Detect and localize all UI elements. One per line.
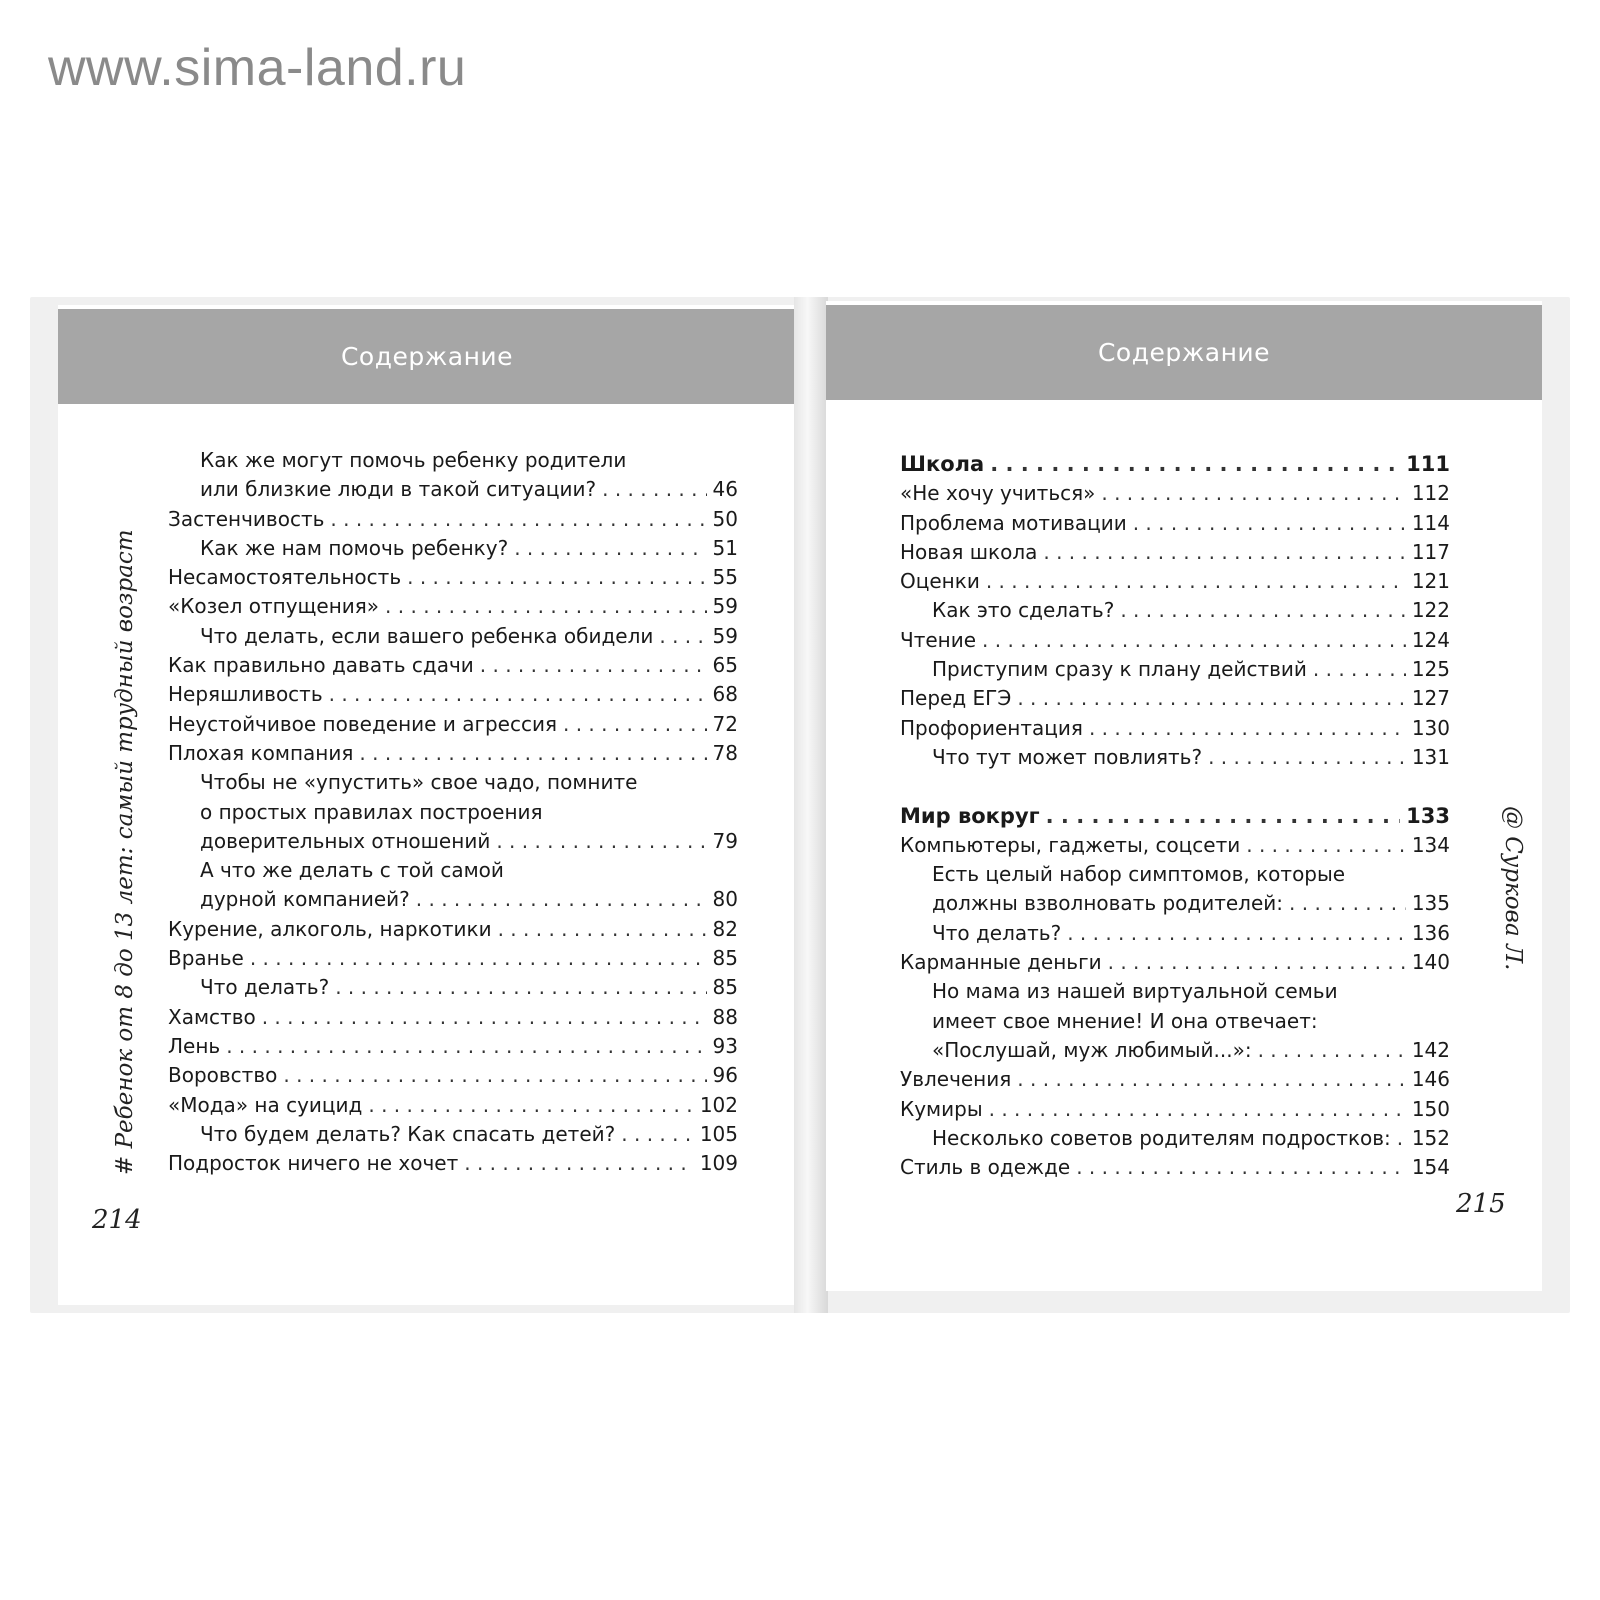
toc-page-number: 50 — [712, 506, 738, 531]
toc-dot-leader — [359, 739, 706, 768]
toc-page-number: 85 — [712, 946, 738, 971]
toc-dot-leader — [1089, 714, 1406, 743]
toc-entry-title: должны взволновать родителей: — [932, 891, 1284, 916]
toc-entry — [900, 1095, 1450, 1124]
toc-entry-title: Подросток ничего не хочет — [168, 1151, 459, 1176]
toc-entry — [900, 1065, 1450, 1094]
toc-entry-title: Как это сделать? — [932, 598, 1115, 623]
toc-entry — [168, 563, 738, 592]
toc-entry — [900, 1153, 1450, 1182]
left-page-number: 214 — [92, 1205, 142, 1235]
toc-entry — [168, 798, 738, 827]
left-running-title: # Ребенок от 8 до 13 лет: самый трудный возраст — [112, 529, 138, 1175]
toc-entry-title: Несамостоятельность — [168, 565, 402, 590]
toc-entry — [168, 622, 738, 651]
toc-page-number: 131 — [1411, 744, 1450, 769]
toc-entry — [168, 1091, 738, 1120]
toc-page-number: 140 — [1411, 950, 1450, 975]
toc-entry-title: Что будем делать? Как спасать детей? — [200, 1121, 616, 1146]
toc-dot-leader — [1108, 948, 1406, 977]
toc-entry-title: Есть целый набор симптомов, которые — [932, 862, 1346, 887]
toc-entry — [168, 739, 738, 768]
toc-entry — [168, 973, 738, 1002]
toc-entry — [168, 505, 738, 534]
toc-entry — [900, 1007, 1450, 1036]
toc-page-number: 122 — [1411, 598, 1450, 623]
toc-entry — [900, 889, 1450, 918]
toc-dot-leader — [1208, 743, 1406, 772]
toc-page-number: 117 — [1411, 539, 1450, 564]
toc-page-number: 125 — [1411, 657, 1450, 682]
toc-entry-title: «Послушай, муж любимый...»: — [932, 1037, 1252, 1062]
toc-page-number: 112 — [1411, 481, 1450, 506]
toc-entry-title: А что же делать с той самой — [200, 858, 504, 883]
toc-entry — [900, 977, 1450, 1006]
toc-entry-title: Приступим сразу к плану действий — [932, 657, 1307, 682]
right-running-author: @ Суркова Л. — [1500, 806, 1526, 971]
toc-entry-title: Несколько советов родителям подростков: — [932, 1125, 1391, 1150]
toc-dot-leader — [496, 827, 706, 856]
toc-page-number: 80 — [712, 887, 738, 912]
toc-entry-title: Чтобы не «упустить» свое чадо, помните — [200, 770, 638, 795]
toc-dot-leader — [659, 622, 706, 651]
toc-entry-title: Как же могут помочь ребенку родители — [200, 448, 627, 472]
toc-dot-leader — [1246, 831, 1406, 860]
toc-page-number: 135 — [1411, 891, 1450, 916]
toc-dot-leader — [1397, 1124, 1406, 1153]
toc-page-number: 121 — [1411, 569, 1450, 594]
toc-page-number: 124 — [1411, 627, 1450, 652]
left-page — [58, 305, 796, 1305]
toc-entry — [168, 827, 738, 856]
toc-page-number: 146 — [1411, 1067, 1450, 1092]
toc-entry — [168, 915, 738, 944]
toc-entry — [900, 743, 1450, 772]
toc-dot-leader — [1120, 596, 1405, 625]
toc-dot-leader — [1101, 479, 1405, 508]
toc-dot-leader — [262, 1003, 707, 1032]
toc-page-number: 133 — [1406, 803, 1450, 828]
toc-entry-title: Что делать? — [200, 975, 330, 1000]
toc-entry-title: «Козел отпущения» — [168, 594, 380, 619]
toc-entry-title: Карманные деньги — [900, 950, 1102, 975]
toc-entry-title: Как же нам помочь ребенку? — [200, 535, 509, 560]
toc-entry — [168, 856, 738, 885]
toc-entry — [168, 592, 738, 621]
toc-dot-leader — [498, 915, 707, 944]
toc-entry-title: о простых правилах построения — [200, 799, 543, 824]
toc-entry-title: Как правильно давать сдачи — [168, 653, 474, 678]
toc-dot-leader — [1043, 538, 1405, 567]
toc-entry — [168, 680, 738, 709]
book-spine — [794, 297, 828, 1313]
toc-entry-title: Но мама из нашей виртуальной семьи — [932, 979, 1338, 1004]
toc-entry — [900, 596, 1450, 625]
toc-dot-leader — [329, 680, 707, 709]
toc-entry-title: Мир вокруг — [900, 803, 1040, 828]
toc-entry — [900, 1124, 1450, 1153]
toc-entry-title: «Мода» на суицид — [168, 1092, 363, 1117]
toc-page-number: 96 — [712, 1063, 738, 1088]
toc-entry-title: доверительных отношений — [200, 828, 491, 853]
toc-page-number: 88 — [712, 1004, 738, 1029]
toc-dot-leader — [250, 944, 707, 973]
toc-entry-title: Застенчивость — [168, 506, 325, 531]
toc-page-number: 78 — [712, 740, 738, 765]
toc-entry — [168, 1120, 738, 1149]
toc-page-number: 114 — [1411, 510, 1450, 535]
toc-dot-leader — [1289, 889, 1406, 918]
toc-entry — [168, 710, 738, 739]
toc-entry — [900, 772, 1450, 801]
toc-entry — [168, 1003, 738, 1032]
toc-page-number: 127 — [1411, 686, 1450, 711]
toc-dot-leader — [283, 1061, 706, 1090]
toc-entry — [900, 714, 1450, 743]
toc-page-number: 59 — [712, 594, 738, 619]
toc-dot-leader — [480, 651, 707, 680]
toc-entry — [168, 475, 738, 504]
toc-dot-leader — [330, 505, 706, 534]
left-toc — [168, 446, 738, 1178]
toc-entry — [168, 885, 738, 914]
toc-entry-title: Плохая компания — [168, 740, 354, 765]
toc-dot-leader — [335, 973, 706, 1002]
toc-page-number: 68 — [712, 682, 738, 707]
toc-page-number: 136 — [1411, 920, 1450, 945]
toc-page-number: 65 — [712, 653, 738, 678]
toc-dot-leader — [1046, 802, 1401, 831]
toc-dot-leader — [982, 626, 1406, 655]
toc-dot-leader — [1017, 1065, 1406, 1094]
toc-page-number: 46 — [712, 477, 738, 502]
toc-entry — [900, 509, 1450, 538]
toc-entry-title: Школа — [900, 452, 985, 476]
toc-page-number: 111 — [1406, 452, 1450, 476]
toc-entry — [168, 768, 738, 797]
toc-chapter — [900, 802, 1450, 831]
toc-page-number: 130 — [1411, 715, 1450, 740]
toc-page-number: 105 — [699, 1121, 738, 1146]
toc-dot-leader — [514, 534, 706, 563]
toc-dot-leader — [602, 475, 706, 504]
toc-page-number: 102 — [699, 1092, 738, 1117]
toc-dot-leader — [989, 1095, 1406, 1124]
toc-page-number: 79 — [712, 828, 738, 853]
toc-entry-title: Проблема мотивации — [900, 510, 1127, 535]
toc-entry-title: Стиль в одежде — [900, 1155, 1071, 1180]
toc-entry — [900, 655, 1450, 684]
toc-entry — [168, 1149, 738, 1178]
toc-entry-title: Профориентация — [900, 715, 1083, 740]
toc-dot-leader — [1067, 919, 1406, 948]
toc-entry — [900, 948, 1450, 977]
toc-entry — [900, 538, 1450, 567]
toc-entry-title: Неустойчивое поведение и агрессия — [168, 711, 557, 736]
toc-page-number: 152 — [1411, 1125, 1450, 1150]
toc-dot-leader — [1313, 655, 1406, 684]
toc-entry — [168, 1061, 738, 1090]
toc-entry-title: Что делать? — [932, 920, 1062, 945]
toc-page-number: 59 — [712, 623, 738, 648]
right-toc — [900, 450, 1450, 1182]
toc-entry-title: Воровство — [168, 1063, 278, 1088]
toc-entry-title: Новая школа — [900, 539, 1038, 564]
toc-entry-title: Компьютеры, гаджеты, соцсети — [900, 832, 1241, 857]
toc-dot-leader — [621, 1120, 694, 1149]
toc-entry — [900, 567, 1450, 596]
toc-entry-title: Курение, алкоголь, наркотики — [168, 916, 492, 941]
toc-entry — [168, 651, 738, 680]
toc-entry-title: Лень — [168, 1033, 221, 1058]
toc-entry-title: Что тут может повлиять? — [932, 744, 1203, 769]
toc-entry-title: Кумиры — [900, 1096, 983, 1121]
toc-page-number: 142 — [1411, 1037, 1450, 1062]
toc-entry-title: Хамство — [168, 1004, 256, 1029]
toc-page-number: 93 — [712, 1033, 738, 1058]
toc-entry — [900, 919, 1450, 948]
toc-page-number: 72 — [712, 711, 738, 736]
toc-page-number: 51 — [712, 535, 738, 560]
toc-dot-leader — [1076, 1153, 1406, 1182]
toc-entry-title: Что делать, если вашего ребенка обидели — [200, 623, 654, 648]
open-book — [30, 297, 1570, 1313]
toc-dot-leader — [416, 885, 707, 914]
toc-entry — [900, 831, 1450, 860]
toc-page-number: 154 — [1411, 1155, 1450, 1180]
toc-dot-leader — [563, 710, 707, 739]
toc-dot-leader — [464, 1149, 694, 1178]
toc-entry-title: Неряшливость — [168, 682, 323, 707]
toc-entry — [168, 446, 738, 475]
toc-entry-title: Оценки — [900, 569, 980, 594]
toc-entry — [900, 860, 1450, 889]
right-page — [826, 301, 1542, 1291]
toc-page-number: 82 — [712, 916, 738, 941]
toc-dot-leader — [226, 1032, 706, 1061]
toc-dot-leader — [1017, 684, 1405, 713]
toc-entry — [900, 1036, 1450, 1065]
toc-page-number: 134 — [1411, 832, 1450, 857]
toc-chapter — [900, 450, 1450, 479]
toc-dot-leader — [986, 567, 1406, 596]
toc-dot-leader — [385, 592, 707, 621]
toc-entry-title: или близкие люди в такой ситуации? — [200, 477, 597, 502]
toc-entry-title: Перед ЕГЭ — [900, 686, 1012, 711]
toc-entry-title: дурной компанией? — [200, 887, 410, 912]
toc-entry — [900, 684, 1450, 713]
toc-dot-leader — [368, 1091, 693, 1120]
right-page-number: 215 — [1456, 1189, 1506, 1219]
toc-dot-leader — [990, 450, 1400, 479]
toc-dot-leader — [1258, 1036, 1406, 1065]
toc-entry-title: имеет свое мнение! И она отвечает: — [932, 1008, 1318, 1033]
toc-entry — [900, 479, 1450, 508]
toc-entry-title: Чтение — [900, 627, 977, 652]
toc-dot-leader — [407, 563, 706, 592]
toc-entry — [900, 626, 1450, 655]
toc-entry — [168, 1032, 738, 1061]
left-page-header: Содержание — [58, 309, 796, 404]
toc-page-number: 85 — [712, 975, 738, 1000]
toc-page-number: 150 — [1411, 1096, 1450, 1121]
toc-entry-title: «Не хочу учиться» — [900, 481, 1096, 506]
watermark: www.sima-land.ru — [48, 39, 467, 97]
toc-page-number: 55 — [712, 565, 738, 590]
toc-entry-title: Увлечения — [900, 1067, 1012, 1092]
right-page-header: Содержание — [826, 305, 1542, 400]
toc-dot-leader — [1133, 509, 1406, 538]
toc-page-number: 109 — [699, 1151, 738, 1176]
toc-entry — [168, 534, 738, 563]
toc-entry — [168, 944, 738, 973]
toc-entry-title: Вранье — [168, 946, 244, 971]
